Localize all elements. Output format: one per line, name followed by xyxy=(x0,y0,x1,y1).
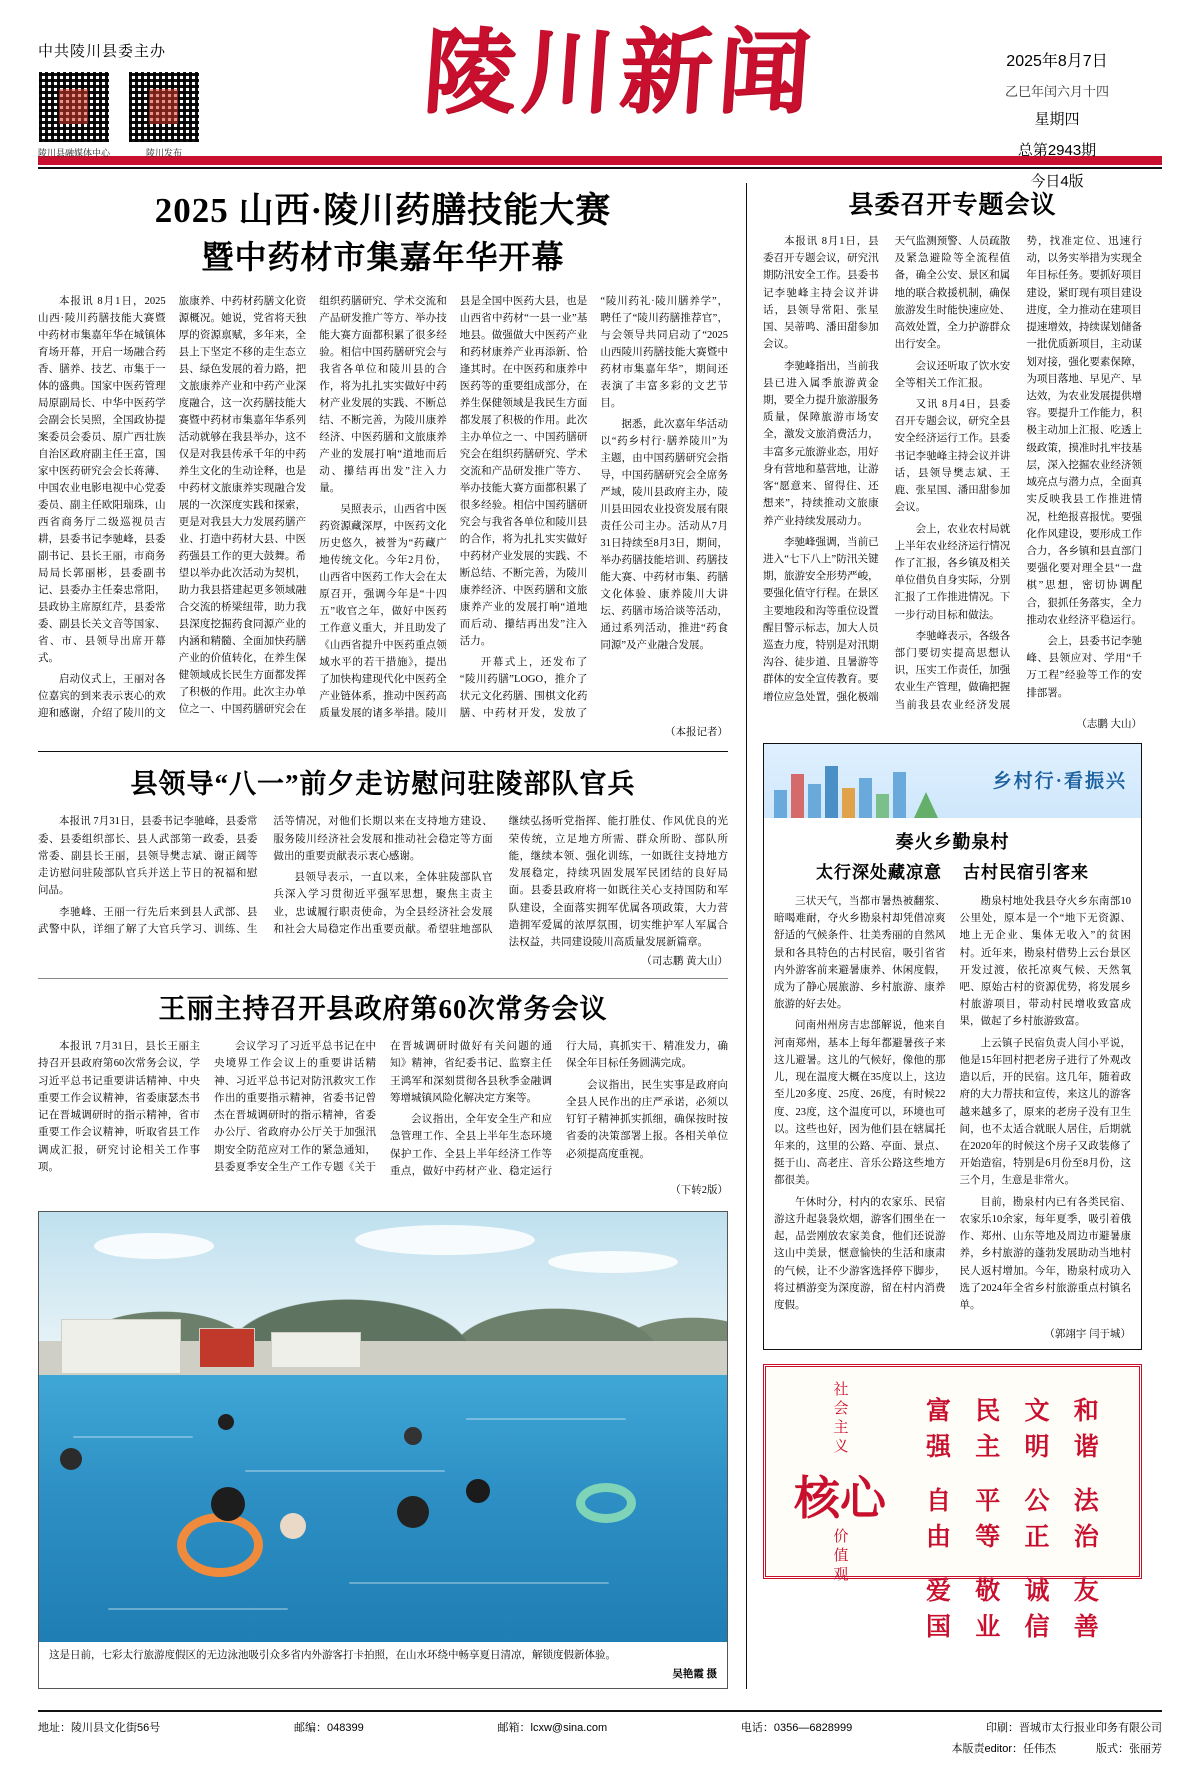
core-values-emblem xyxy=(780,1381,900,1590)
building-shape xyxy=(271,1332,361,1368)
core-value-word: 敬业 xyxy=(975,1578,1003,1642)
right-article1-body xyxy=(763,233,1142,714)
paragraph: 开幕式上，还发布了“陵川药膳”LOGO，推介了状元文化药膳、围棋文化药膳、中药材开发，发放了“陵川药礼·陵川膳养学”，聘任了“陵川药膳推荐官”，与会领导共同启动了“2025山西陵川药膳技能大赛暨中药材市集嘉年华”，期间还表演了丰富多彩的文艺节目。 xyxy=(459,296,728,720)
lunar-date: 乙巳年闰六月十四 xyxy=(1004,83,1109,99)
village-headline: 奏火乡勤泉村 xyxy=(895,831,1010,852)
photo-caption xyxy=(39,1642,727,1688)
photo-credit: 吴艳霞 摄 xyxy=(672,1668,717,1680)
right-article1-sign: （志鹏 大山） xyxy=(1076,718,1142,730)
qr-code-caption: 陵川县融媒体中心 xyxy=(38,148,111,158)
lead-headline xyxy=(38,187,728,279)
article3-headline: 王丽主持召开县政府第60次常务会议 xyxy=(158,994,608,1025)
masthead-left xyxy=(38,24,288,159)
section-divider xyxy=(38,978,728,979)
publisher-line: 中共陵川县委主办 xyxy=(38,43,167,60)
lead-headline-line2: 暨中药材市集嘉年华开幕 xyxy=(201,239,565,276)
footer-postcode: 邮编：048399 xyxy=(294,1722,364,1734)
footer-layout: 版式：张丽芳 xyxy=(1096,1743,1162,1755)
core-values-row xyxy=(926,1391,1123,1463)
water-ripple xyxy=(245,1470,445,1472)
core-value-word: 文明 xyxy=(1024,1398,1052,1462)
qr-code-group xyxy=(38,71,288,159)
lead-article-sign: （本报记者） xyxy=(665,727,728,739)
paragraph: 会议指出，全年安全生产和应急管理工作、全县上半年生态环境保护工作、全县上半年经济工作等重点，做好中药材产业、稳定运行行大局，真抓实干、精准发力，确保全年目标任务圆满完成。 xyxy=(390,1041,728,1177)
water-ripple xyxy=(349,1582,609,1584)
paragraph: 李驰峰表示，各级各部门要切实提高思想认识，压实工作责任，加强农业生产管理，做确把握当前我县农业经济发展势，找准定位、迅速行动，以务实举措为实现全年目标任务。要抓好项目建设，紧盯现有项目建设进度，全力推动在建项目提速增效，持续谋划储备一批优质新项目，主动谋划对接，强化要素保障，为项目落地、早见产、早达效，为农业发展提供增容。要提升工作能力，积极主动加上汇报、吃透上级政策，摸准时扎牢技基层，深入挖掘农业经济领域亮点与潜力点，全面真实反映我县工作推进情况，杜绝报喜报忧。要强化作风建设，要形成工作合力，各乡镇和县直部门要强化要对理全县“一盘棋”思想，密切协调配合，狠抓任务落实，全力推动农业经济平稳运行。 xyxy=(894,236,1142,711)
paragraph: 吴照表示，山西省中医药资源藏深厚，中医药文化历史悠久，被誉为“药藏广地传统文化。今年2月份，山西省中医药工作大会在太原召开，强调今年是“十四五”收官之年，做好中医药工作意义重大，并且助发了《山西省提升中医药重点领域水平的若干措施》，提出了加快构建现代化中医药全产业链体系，推动中医药高质量发展的诸多举措。陵川县是全国中医药大县，也是山西省中药材“一县一业”基地县。做强做大中医药产业和药材康养产业再添新、恰逢其时。在中医药和康养中医药等的重要组成部分，在养生保健领域是我民生方面都发展了积极的作用。此次主办单位之一、中国药膳研究会在组织药膳研究、学术交流和产品研发推广等方、举办技能大赛方面都积累了很多经验。相信中国药膳研究会与我省各单位和陵川县的合作，将为扎扎实实做好中药材产业发展的实践、不断总结、不断完善，为陵川康养经济、中医药膳和文旅康养产业的发展打响“道地而后动、攥结再出发”注入活力。 xyxy=(319,296,588,720)
core-value-word: 法治 xyxy=(1073,1488,1101,1552)
village-subheadline-left: 太行深处藏凉意 xyxy=(816,862,942,882)
core-values-row xyxy=(926,1571,1123,1643)
core-value-word: 自由 xyxy=(926,1488,954,1552)
paragraph: 午休时分，村内的农家乐、民宿游这升起袅袅炊烟，游客们围坐在一起，品尝刚放农家美食，他们还说游这山中美景，惬意愉快的生活和康肃的气候，让不少游客选择停下脚步，将过栖游变为深度游，留在村内消费度假。 xyxy=(774,1196,946,1311)
qr-code-icon xyxy=(128,71,200,143)
swimmer-figure xyxy=(211,1487,245,1521)
core-value-word: 公正 xyxy=(1024,1488,1052,1552)
paragraph: 会议指出，民生实事是政府向全县人民作出的庄严承诺，必须以钉钉子精神抓实抓细，确保按时按省委的决策部署上报。各相关单位必须提高度重视。 xyxy=(566,1079,728,1160)
photo-block xyxy=(38,1211,728,1689)
issue-number: 总第2943期 xyxy=(1017,142,1097,160)
paragraph: 问南州州房吉忠部解说，他来自河南郑州，基本上每年都避暑孩子来这儿避暑。这儿的气候好，像他的那儿，现在温度大概在35度以上，这边至儿20多度、25度、26度，有时候22度、23度，这个温度可以，环境也可以。这些也好，因为他们县在辖属托年来的，这里的公路、亭面、景点、挺于山、高老庄、音乐公路这些地方都很美。 xyxy=(774,1020,946,1187)
paragraph: 会上，农业农村局就上半年农业经济运行情况作了汇报，各乡镇及相关单位借负自身实际，分别汇报了工作推进情况。下一步行动目标和做法。 xyxy=(894,523,1011,621)
building-shape xyxy=(199,1328,255,1368)
swimmer-figure xyxy=(397,1496,429,1528)
core-values-bottom-text: 价值观 xyxy=(831,1528,848,1586)
core-value-word: 富强 xyxy=(926,1398,954,1462)
child-figure xyxy=(280,1513,306,1539)
core-value-word: 平等 xyxy=(975,1488,1003,1552)
swimmer-figure xyxy=(60,1448,82,1470)
core-values-words xyxy=(926,1391,1123,1661)
qr-code-item[interactable] xyxy=(128,71,200,159)
cloud-shape xyxy=(355,1225,535,1255)
float-ring xyxy=(576,1483,636,1523)
core-value-word: 诚信 xyxy=(1024,1578,1052,1642)
city-skyline-icon xyxy=(774,766,906,818)
photo-caption-text: 这是日前，七彩太行旅游度假区的无边泳池吸引众多省内外游客打卡拍照，在山水环绕中畅享夏日清凉，解锁度假新体验。 xyxy=(49,1649,616,1661)
footer-printer: 印刷：晋城市太行报业印务有限公司 xyxy=(985,1722,1162,1734)
masthead-title xyxy=(288,18,952,126)
swimmer-figure xyxy=(466,1479,490,1503)
footer-address: 地址：陵川县文化街56号 xyxy=(38,1722,161,1734)
paragraph: 本报讯 7月31日，县委书记李驰峰，县委常委、县委组织部长、县人武部第一政委，县委常委、副县长王丽，县领导樊志斌、谢正阔等走访慰问驻陵部队官兵并送上节日的祝福和慰问品。 xyxy=(38,816,258,897)
paragraph: 据悉，此次嘉年华活动以“药乡村行·膳养陵川”为主题，由中国药膳研究会指导，中国药膳研究会全席务严域，陵川县政府主办，陵川县田园农业投资发展有限责任公司主办。活动从7月31日持续至8月3日，期间，举办药膳技能培训、药膳技能大赛、中药材市集、药膳文化体验、康养陵川大讲坛、药膳市场洽谈等活动，通过系列活动，推进“药食同源”及产业融合发展。 xyxy=(600,419,728,652)
paragraph: 勘泉村地处我县夺火乡东南部10公里处，原本是一个“地下无资源、地上无企业、集体无收入”的贫困村。近年来，勘泉村借势上云台景区开发过渡，依托凉爽气候、天然氧吧、原始古村的资源优势，将发展乡村旅游项目，带动村民增收致富成果，做起了乡村旅游致富。 xyxy=(959,895,1131,1028)
paragraph: 本报讯 7月31日，县长王丽主持召开县政府第60次常务会议，学习近平总书记重要讲话精神、中央重要工作会议精神，省委康瑟杰书记在晋城调研时的指示精神，省市重要工作会议精神，听取省县工作调成汇报，研究讨论相关工作事项。 xyxy=(38,1041,200,1173)
footer-email[interactable]: 邮箱：lcxw@sina.com xyxy=(497,1722,608,1734)
village-subheadline-right: 古村民宿引客来 xyxy=(963,862,1089,882)
village-body xyxy=(764,893,1141,1326)
footer-editor: 本版责editor：任伟杰 xyxy=(951,1743,1056,1755)
tree-icon xyxy=(914,792,938,818)
article3-sign: （下转2版） xyxy=(670,1184,728,1196)
masthead-right xyxy=(952,24,1162,198)
village-subheadline xyxy=(764,858,1141,883)
paragraph: 目前，勘泉村内已有各类民宿、农家乐10余家，每年夏季，吸引着俄作、郑州、山东等地及周边市避暑康养，乡村旅游的蓬勃发展助动当地村民人返村增加。今年，勘泉村成功入选了2024年全省乡村旅游重点村镇名单。 xyxy=(959,1196,1131,1311)
building-shape xyxy=(61,1319,181,1374)
page-count: 今日4版 xyxy=(1030,172,1084,190)
left-column xyxy=(38,183,728,1689)
footer-info-row xyxy=(38,1719,1162,1735)
paragraph: 县领导表示，一直以来，全体驻陵部队官兵深入学习贯彻近平强军思想，聚焦主责主业，忠诚履行职责使命，为全县经济社会发展和社会大局稳定作出重要贡献。希望驻地部队继续弘扬听党指挥、能打胜仗、作风优良的光荣传统，立足地方所需、群众所盼、部队所能，继续本领、强化训练，一如既往支持地方发展稳定，持续巩固发展军民团结的良好局面。县委县政府将一如既往关心支持国防和军队建设，全面落实拥军优属各项政策，大力营造拥军爱属的浓厚氛围，切实维护军人军属合法权益，共同建设陵川高质量发展新篇章。 xyxy=(273,816,728,948)
publish-date: 2025年8月7日 xyxy=(1006,53,1108,70)
footer-divider xyxy=(38,1710,1162,1712)
lead-headline-line1: 2025 山西·陵川药膳技能大赛 xyxy=(154,191,612,230)
paragraph: 上云镇子民宿负责人闫小平说，他是15年回村把老房子进行了外观改造以后，开的民宿。这几年，随着政府的大力帮扶和宣传，来这儿的游客越来越多了，原来的老房子没有卫生间，也不太适合就眠人居住，后期就在2020年的时候这个房子又政装修了开始造宿，特别是6月份至8月份，这三个月，生意是非常火。 xyxy=(959,1037,1131,1187)
article2-body xyxy=(38,813,728,951)
footer-credits-row xyxy=(38,1740,1162,1756)
core-values-row xyxy=(926,1481,1123,1553)
paragraph: 又讯 8月4日，县委召开专题会议，研究全县安全经济运行工作。县委书记李驰峰主持会议并讲话，县领导樊志斌、王鹿、张星国、潘田甜参加会议。 xyxy=(894,398,1011,514)
page-footer xyxy=(0,1710,1200,1766)
paragraph: 李驰峰、王丽一行先后来到县人武部、县武警中队，详细了解了大官兵学习、训练、生活等情况，对他们长期以来在支持地方建设、服务陵川经济社会发展和推动社会稳定等方面做出的重要贡献表示衷心感谢。 xyxy=(38,816,493,935)
article3-body xyxy=(38,1038,728,1180)
float-ring xyxy=(177,1513,263,1577)
core-values-top-text: 社会主义 xyxy=(831,1381,848,1458)
section-divider xyxy=(38,751,728,752)
swimmer-figure xyxy=(218,1414,234,1430)
qr-code-caption: 陵川发布 xyxy=(145,148,182,158)
page-columns xyxy=(38,183,1162,1689)
photo-image xyxy=(39,1212,727,1642)
water-ripple xyxy=(108,1608,288,1610)
village-banner-title: 乡村行·看振兴 xyxy=(992,770,1127,792)
paragraph: 李驰峰强调，当前已进入“七下八上”防汛关键期，旅游安全形势严峻，要强化值守行程。在景区主要地段和沟等重位设置醒目警示标志，加大人员巡查力度，特别是对汛期沟谷、徒步道、且暑游等群体的安全宣传教育。要增位应急处置，强化极端天气监测预警、人员疏散及紧急避险等全流程值备，确全公安、景区和属地的联合救援机制，确保旅游发生时能快速应处、高效处置，全力护游群众出行安全。 xyxy=(763,236,1011,703)
article2-headline: 县领导“八一”前夕走访慰问驻陵部队官兵 xyxy=(130,769,636,800)
right-column xyxy=(746,183,1142,1689)
swimmer-figure xyxy=(404,1427,422,1445)
core-value-word: 友善 xyxy=(1073,1578,1101,1642)
paragraph: 启动仪式上，王丽对各位嘉宾的到来表示衷心的欢迎和感谢，介绍了陵川的文旅康养、中药材药膳文化资源概况。她说，党省将天独厚的资源禀赋，多年来，全县上下坚定不移的走生态立县、绿色发展的着力路，把文旅康养产业和中药产业深度融合，这一次药膳技能大赛暨中药材市集嘉年华系列活动就够在我县举办，这不仅是对我县传承千年的中药养生文化的生动诠释，也是中药材文旅康养实现融合发展的一次深度实践和探索，更是对我县大力发展药膳产业、打造中药材大县、中医药强县工作的更大鼓舞。希望以举办此次活动为契机，助力我县搭建起更多领域融合交流的桥梁纽带，助力我县深度挖掘药食同源产业的内涵和精髓、全面加快药膳产业的价值转化，在养生保健领域成长民生方面都发挥了积极的作用。此次主办单位之一、中国药膳研究会在组织药膳研究、学术交流和产品研发推广等方、举办技能大赛方面都积累了很多经验。相信中国药膳研究会与我省各单位和陵川县的合作，将为扎扎实实做好中药材产业发展的实践、不断总结、不断完善，为陵川康养经济、中医药膳和文旅康养产业的发展打响“道地而后动、攥结再出发”注入力量。 xyxy=(38,296,447,720)
core-value-word: 爱国 xyxy=(926,1578,954,1642)
qr-code-item[interactable] xyxy=(38,71,110,159)
village-banner xyxy=(764,744,1141,818)
paragraph: 三状天气，当都市暑热被翻浆、暗喝难耐，夺火乡勘泉村却凭借凉爽舒适的气候条件、壮美秀丽的自然风景和各具特色的古村民宿，吸引省省内外游客前来避暑康养、休闲度假，成为了静心展旅游、乡村旅游、康养旅游的好去处。 xyxy=(774,895,946,1011)
water-ripple xyxy=(73,1436,193,1438)
paragraph: 本报讯 8月1日，2025 山西·陵川药膳技能大赛暨中药材市集嘉年华在城镇体育场开幕，开启一场融合药香、膳养、技艺、市集于一体的盛典。国家中医药管理局原副局长、中华中医药学会副会长吴照，全国政协提案委员会委员、原广西壮族自治区政府副主任王富，国家中医药研究会会长蒋薄、中国农业电影电视中心党委委员、副主任欧阳瑞珠，山西省商务厅二级巡视员吉耕，县委书记李驰峰，县委副书记、县长王丽，市商务局局长郭丽彬，县委副书记、县委办主任秦忠常阳，县政协主席原红芹，县委常委、副县长关文音等国家、省、市、县领导出席开幕式。 xyxy=(38,296,166,665)
paragraph: 李驰峰指出，当前我县已进入属季旅游黄金期，要全力提升旅游服务质量，保障旅游市场安全，激发文旅消费活力，丰富多元旅游业态，用好身有营地和墓营地，让游客“愿意来、留得住、还想来”，持续推动文旅康养产业持续发展动力。 xyxy=(763,360,879,527)
newspaper-title: 陵川新闻 xyxy=(420,18,820,126)
core-value-word: 和谐 xyxy=(1073,1398,1101,1462)
article2-sign: （司志鹏 黄大山） xyxy=(641,956,728,968)
paragraph: 会上，县委书记李驰峰、县领应对、学用“千万工程”经验等工作的安排部署。 xyxy=(1026,636,1142,699)
right-article1-headline: 县委召开专题会议 xyxy=(848,192,1057,219)
paragraph: 会议学习了习近平总书记在中央境界工作会议上的重要讲话精神、习近平总书记对防汛救灾工作作出的重要指示精神，省委书记曾杰在晋城调研时的指示精神，省委办公厅、省政府办公厅关于加强汛期安全防范应对工作的紧急通知，县委夏季安全生产工作专题《关于在晋城调研时做好有关问题的通知》精神，省纪委书记、监察主任王鸿军和深刻贯彻各县秋季金融调筹增城镇风险化解决定方案等。 xyxy=(214,1041,552,1173)
core-values-box xyxy=(763,1364,1142,1642)
core-value-word: 民主 xyxy=(975,1398,1003,1462)
paragraph: 本报讯 8月1日，县委召开专题会议，研究汛期防汛安全工作。县委书记李驰峰主持会议并讲话，县领导常阳、张星国、吴蒂鸣、潘田甜参加会议。 xyxy=(763,236,879,351)
qr-code-icon xyxy=(38,71,110,143)
masthead xyxy=(38,0,1162,190)
lead-article-body xyxy=(38,293,728,722)
village-sign: （郭翊宇 闫于城） xyxy=(1044,1329,1131,1341)
footer-phone: 电话：0356—6828999 xyxy=(740,1722,853,1734)
weekday: 星期四 xyxy=(1034,111,1080,129)
paragraph: 会议还听取了饮水安全等相关工作汇报。 xyxy=(894,360,1011,389)
core-values-big-text: 核心 xyxy=(794,1471,886,1526)
village-feature-box xyxy=(763,743,1142,1350)
